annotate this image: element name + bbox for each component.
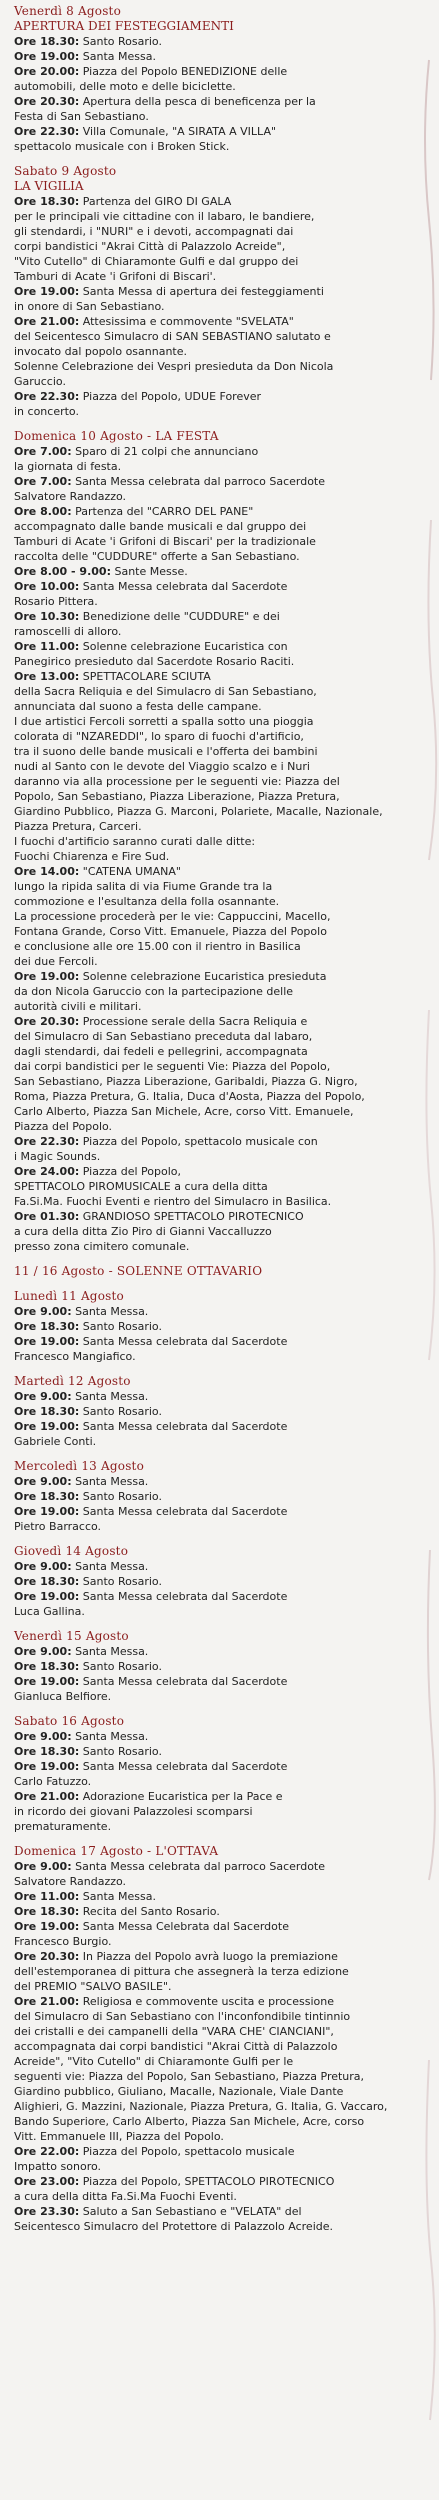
- programme-line: la giornata di festa.: [14, 460, 122, 473]
- programme-line: Fuochi Chiarenza e Fire Sud.: [14, 850, 170, 863]
- programme-line: Ore 19.00: Solenne celebrazione Eucaristica presieduta: [14, 970, 327, 983]
- programme-line: tra il suono delle bande musicali e l'offerta dei bambini: [14, 745, 318, 758]
- programme-line: e conclusione alle ore 15.00 con il rientro in Basilica: [14, 940, 301, 953]
- day-section: [14, 1714, 392, 1834]
- day-heading: Martedì 12 Agosto: [14, 1374, 131, 1388]
- programme-line: Ore 8.00 - 9.00: Sante Messe.: [14, 565, 188, 578]
- programme-line: Impatto sonoro.: [14, 2160, 102, 2173]
- programme-line: autorità civili e militari.: [14, 1000, 142, 1013]
- day-heading: Venerdì 15 Agosto: [14, 1629, 129, 1643]
- programme-line: raccolta delle "CUDDURE" offerte a San Sebastiano.: [14, 550, 300, 563]
- programme-line: La processione procederà per le vie: Cappuccini, Macello,: [14, 910, 331, 923]
- programme-line: presso zona cimitero comunale.: [14, 1240, 190, 1253]
- programme-line: "Vito Cutello" di Chiaramonte Gulfi e dal gruppo dei: [14, 255, 299, 268]
- programme-line: accompagnato dalle bande musicali e dal gruppo dei: [14, 520, 307, 533]
- programme-line: del Seicentesco Simulacro di SAN SEBASTIANO salutato e: [14, 330, 331, 343]
- programme-line: Ore 22.00: Piazza del Popolo, spettacolo musicale: [14, 2145, 295, 2158]
- programme-line: Vitt. Emmanuele III, Piazza del Popolo.: [14, 2130, 224, 2143]
- programme-line: prematuramente.: [14, 1820, 112, 1833]
- day-section: [14, 429, 392, 1254]
- programme-line: Ore 18.30: Santo Rosario.: [14, 1490, 162, 1503]
- programme-line: Ore 20.30: Processione serale della Sacra Reliquia e: [14, 1015, 308, 1028]
- programme-line: Bando Superiore, Carlo Alberto, Piazza San Michele, Acre, corso: [14, 2115, 365, 2128]
- programme-line: del PREMIO "SALVO BASILE".: [14, 1980, 172, 1993]
- programme-line: Ore 19.00: Santa Messa Celebrata dal Sacerdote: [14, 1920, 289, 1933]
- programme-line: Francesco Mangiafico.: [14, 1350, 136, 1363]
- programme-line: Ore 18.30: Santo Rosario.: [14, 1660, 162, 1673]
- programme-line: Ore 14.00: "CATENA UMANA": [14, 865, 181, 878]
- programme-line: Festa di San Sebastiano.: [14, 110, 149, 123]
- programme-line: del Simulacro di San Sebastiano preceduta dal labaro,: [14, 1030, 313, 1043]
- day-section: [14, 4, 392, 154]
- programme-line: Ore 7.00: Santa Messa celebrata dal parroco Sacerdote: [14, 475, 326, 488]
- programme-line: Ore 8.00: Partenza del "CARRO DEL PANE": [14, 505, 254, 518]
- programme-line: per le principali vie cittadine con il labaro, le bandiere,: [14, 210, 315, 223]
- day-section: [14, 1264, 392, 1279]
- programme-line: dell'estemporanea di pittura che assegnerà la terza edizione: [14, 1965, 349, 1978]
- programme-line: del Simulacro di San Sebastiano con l'inconfondibile tintinnio: [14, 2010, 351, 2023]
- programme-line: Panegirico presieduto dal Sacerdote Rosario Raciti.: [14, 655, 295, 668]
- programme-line: dei due Fercoli.: [14, 955, 98, 968]
- programme-line: Giardino pubblico, Giuliano, Macalle, Nazionale, Viale Dante: [14, 2085, 344, 2098]
- programme-line: Seicentesco Simulacro del Protettore di Palazzolo Acreide.: [14, 2220, 333, 2233]
- side-ornament: [399, 0, 439, 2500]
- programme-line: Ore 9.00: Santa Messa.: [14, 1645, 149, 1658]
- programme-line: Ore 7.00: Sparo di 21 colpi che annunciano: [14, 445, 259, 458]
- programme-line: dei cristalli e dei campanelli della "VARA CHE' CIANCIANI",: [14, 2025, 334, 2038]
- programme-line: Ore 21.00: Adorazione Eucaristica per la Pace e: [14, 1790, 283, 1803]
- programme-line: Ore 18.30: Santo Rosario.: [14, 1575, 162, 1588]
- programme-line: Giardino Pubblico, Piazza G. Marconi, Polariete, Macalle, Nazionale,: [14, 805, 383, 818]
- programme-line: Piazza Pretura, Carceri.: [14, 820, 142, 833]
- programme-line: Ore 19.00: Santa Messa di apertura dei festeggiamenti: [14, 285, 324, 298]
- day-heading: 11 / 16 Agosto - SOLENNE OTTAVARIO: [14, 1264, 263, 1278]
- programme-line: Ore 18.30: Santo Rosario.: [14, 35, 162, 48]
- day-heading: Sabato 16 Agosto: [14, 1714, 125, 1728]
- festival-programme: [14, 4, 392, 2244]
- programme-line: automobili, delle moto e delle biciclette.: [14, 80, 236, 93]
- programme-line: Piazza del Popolo.: [14, 1120, 113, 1133]
- day-heading: Sabato 9 Agosto: [14, 164, 117, 178]
- programme-line: Ore 11.00: Santa Messa.: [14, 1890, 156, 1903]
- programme-line: in concerto.: [14, 405, 79, 418]
- programme-line: lungo la ripida salita di via Fiume Grande tra la: [14, 880, 273, 893]
- programme-line: seguenti vie: Piazza del Popolo, San Sebastiano, Piazza Pretura,: [14, 2070, 365, 2083]
- programme-line: Ore 10.00: Santa Messa celebrata dal Sacerdote: [14, 580, 288, 593]
- programme-line: accompagnata dai corpi bandistici "Akrai Città di Palazzolo: [14, 2040, 338, 2053]
- day-section: [14, 1374, 392, 1449]
- programme-line: Garuccio.: [14, 375, 66, 388]
- day-subtitle: APERTURA DEI FESTEGGIAMENTI: [14, 19, 234, 33]
- programme-line: Fa.Si.Ma. Fuochi Eventi e rientro del Simulacro in Basilica.: [14, 1195, 332, 1208]
- programme-line: Rosario Pittera.: [14, 595, 98, 608]
- programme-line: dagli stendardi, dai fedeli e pellegrini, accompagnata: [14, 1045, 308, 1058]
- programme-line: Ore 18.30: Santo Rosario.: [14, 1405, 162, 1418]
- programme-line: invocato dal popolo osannante.: [14, 345, 188, 358]
- programme-line: in onore di San Sebastiano.: [14, 300, 165, 313]
- day-section: [14, 164, 392, 419]
- programme-line: dai corpi bandistici per le seguenti Vie: Piazza del Popolo,: [14, 1060, 331, 1073]
- programme-line: Ore 11.00: Solenne celebrazione Eucaristica con: [14, 640, 288, 653]
- programme-line: gli stendardi, i "NURI" e i devoti, accompagnati dai: [14, 225, 294, 238]
- programme-line: a cura della ditta Zio Piro di Gianni Vaccalluzzo: [14, 1225, 272, 1238]
- programme-line: Ore 22.30: Piazza del Popolo, spettacolo musicale con: [14, 1135, 318, 1148]
- programme-line: Ore 19.00: Santa Messa celebrata dal Sacerdote: [14, 1590, 288, 1603]
- programme-line: Ore 20.30: In Piazza del Popolo avrà luogo la premiazione: [14, 1950, 338, 1963]
- day-section: [14, 1544, 392, 1619]
- programme-line: Tamburi di Acate 'i Grifoni di Biscari' per la tradizionale: [14, 535, 316, 548]
- day-section: [14, 1844, 392, 2234]
- programme-line: spettacolo musicale con i Broken Stick.: [14, 140, 230, 153]
- programme-line: Alighieri, G. Mazzini, Nazionale, Piazza Pretura, G. Italia, G. Vaccaro,: [14, 2100, 388, 2113]
- programme-line: corpi bandistici "Akrai Città di Palazzolo Acreide",: [14, 240, 286, 253]
- programme-line: Tamburi di Acate 'i Grifoni di Biscari'.: [14, 270, 217, 283]
- programme-line: Carlo Alberto, Piazza San Michele, Acre, corso Vitt. Emanuele,: [14, 1105, 354, 1118]
- programme-line: Ore 19.00: Santa Messa.: [14, 50, 156, 63]
- programme-line: ramoscelli di alloro.: [14, 625, 122, 638]
- day-heading: Venerdì 8 Agosto: [14, 4, 121, 18]
- programme-line: Salvatore Randazzo.: [14, 1875, 127, 1888]
- programme-line: Ore 18.30: Santo Rosario.: [14, 1320, 162, 1333]
- programme-line: i Magic Sounds.: [14, 1150, 101, 1163]
- programme-line: Ore 9.00: Santa Messa.: [14, 1475, 149, 1488]
- programme-line: Ore 21.00: Attesissima e commovente "SVELATA": [14, 315, 294, 328]
- programme-line: San Sebastiano, Piazza Liberazione, Garibaldi, Piazza G. Nigro,: [14, 1075, 358, 1088]
- day-section: [14, 1629, 392, 1704]
- programme-line: Ore 9.00: Santa Messa.: [14, 1305, 149, 1318]
- programme-line: Ore 19.00: Santa Messa celebrata dal Sacerdote: [14, 1675, 288, 1688]
- programme-line: Ore 22.30: Piazza del Popolo, UDUE Forever: [14, 390, 262, 403]
- day-section: [14, 1289, 392, 1364]
- programme-line: Ore 18.30: Recita del Santo Rosario.: [14, 1905, 220, 1918]
- day-section: [14, 1459, 392, 1534]
- programme-line: Acreide", "Vito Cutello" di Chiaramonte Gulfi per le: [14, 2055, 294, 2068]
- programme-line: Ore 23.30: Saluto a San Sebastiano e "VELATA" del: [14, 2205, 302, 2218]
- programme-line: Ore 18.30: Partenza del GIRO DI GALA: [14, 195, 232, 208]
- programme-line: Popolo, San Sebastiano, Piazza Liberazione, Piazza Pretura,: [14, 790, 340, 803]
- programme-line: Ore 10.30: Benedizione delle "CUDDURE" e dei: [14, 610, 280, 623]
- programme-line: Ore 13.00: SPETTACOLARE SCIUTA: [14, 670, 211, 683]
- day-heading: Mercoledì 13 Agosto: [14, 1459, 145, 1473]
- programme-line: Ore 9.00: Santa Messa.: [14, 1560, 149, 1573]
- day-heading: Domenica 17 Agosto - L'OTTAVA: [14, 1844, 219, 1858]
- programme-line: Ore 24.00: Piazza del Popolo,: [14, 1165, 182, 1178]
- programme-line: nudi al Santo con le devote del Viaggio scalzo e i Nuri: [14, 760, 310, 773]
- programme-line: Salvatore Randazzo.: [14, 490, 127, 503]
- programme-line: annunciata dal suono a festa delle campane.: [14, 700, 262, 713]
- day-heading: Giovedì 14 Agosto: [14, 1544, 129, 1558]
- programme-line: Fontana Grande, Corso Vitt. Emanuele, Piazza del Popolo: [14, 925, 327, 938]
- programme-line: in ricordo dei giovani Palazzolesi scomparsi: [14, 1805, 253, 1818]
- programme-line: da don Nicola Garuccio con la partecipazione delle: [14, 985, 294, 998]
- programme-line: Ore 19.00: Santa Messa celebrata dal Sacerdote: [14, 1420, 288, 1433]
- programme-line: colorata di "NZAREDDI", lo sparo di fuochi d'artificio,: [14, 730, 304, 743]
- day-heading: Lunedì 11 Agosto: [14, 1289, 124, 1303]
- programme-line: SPETTACOLO PIROMUSICALE a cura della ditta: [14, 1180, 268, 1193]
- programme-line: Gianluca Belfiore.: [14, 1690, 112, 1703]
- programme-line: Ore 22.30: Villa Comunale, "A SIRATA A VILLA": [14, 125, 277, 138]
- programme-line: Ore 19.00: Santa Messa celebrata dal Sacerdote: [14, 1760, 288, 1773]
- programme-line: Ore 18.30: Santo Rosario.: [14, 1745, 162, 1758]
- programme-line: Gabriele Conti.: [14, 1435, 97, 1448]
- programme-line: Francesco Burgio.: [14, 1935, 112, 1948]
- programme-line: Solenne Celebrazione dei Vespri presieduta da Don Nicola: [14, 360, 334, 373]
- programme-line: Ore 19.00: Santa Messa celebrata dal Sacerdote: [14, 1505, 288, 1518]
- programme-line: I fuochi d'artificio saranno curati dalle ditte:: [14, 835, 256, 848]
- day-heading: Domenica 10 Agosto - LA FESTA: [14, 429, 219, 443]
- programme-line: Ore 19.00: Santa Messa celebrata dal Sacerdote: [14, 1335, 288, 1348]
- programme-line: Ore 23.00: Piazza del Popolo, SPETTACOLO PIROTECNICO: [14, 2175, 335, 2188]
- programme-line: Ore 20.00: Piazza del Popolo BENEDIZIONE delle: [14, 65, 288, 78]
- programme-line: Luca Gallina.: [14, 1605, 85, 1618]
- programme-line: Carlo Fatuzzo.: [14, 1775, 92, 1788]
- programme-line: della Sacra Reliquia e del Simulacro di San Sebastiano,: [14, 685, 317, 698]
- programme-line: Pietro Barracco.: [14, 1520, 102, 1533]
- programme-line: I due artistici Fercoli sorretti a spalla sotto una pioggia: [14, 715, 314, 728]
- programme-line: Roma, Piazza Pretura, G. Italia, Duca d'Aosta, Piazza del Popolo,: [14, 1090, 365, 1103]
- programme-line: a cura della ditta Fa.Si.Ma Fuochi Eventi.: [14, 2190, 237, 2203]
- programme-line: commozione e l'esultanza della folla osannante.: [14, 895, 280, 908]
- programme-line: Ore 20.30: Apertura della pesca di beneficenza per la: [14, 95, 316, 108]
- programme-line: Ore 9.00: Santa Messa celebrata dal parroco Sacerdote: [14, 1860, 326, 1873]
- programme-line: Ore 9.00: Santa Messa.: [14, 1390, 149, 1403]
- programme-line: daranno via alla processione per le seguenti vie: Piazza del: [14, 775, 340, 788]
- programme-line: Ore 01.30: GRANDIOSO SPETTACOLO PIROTECNICO: [14, 1210, 304, 1223]
- day-subtitle: LA VIGILIA: [14, 179, 84, 193]
- programme-line: Ore 9.00: Santa Messa.: [14, 1730, 149, 1743]
- programme-line: Ore 21.00: Religiosa e commovente uscita e processione: [14, 1995, 334, 2008]
